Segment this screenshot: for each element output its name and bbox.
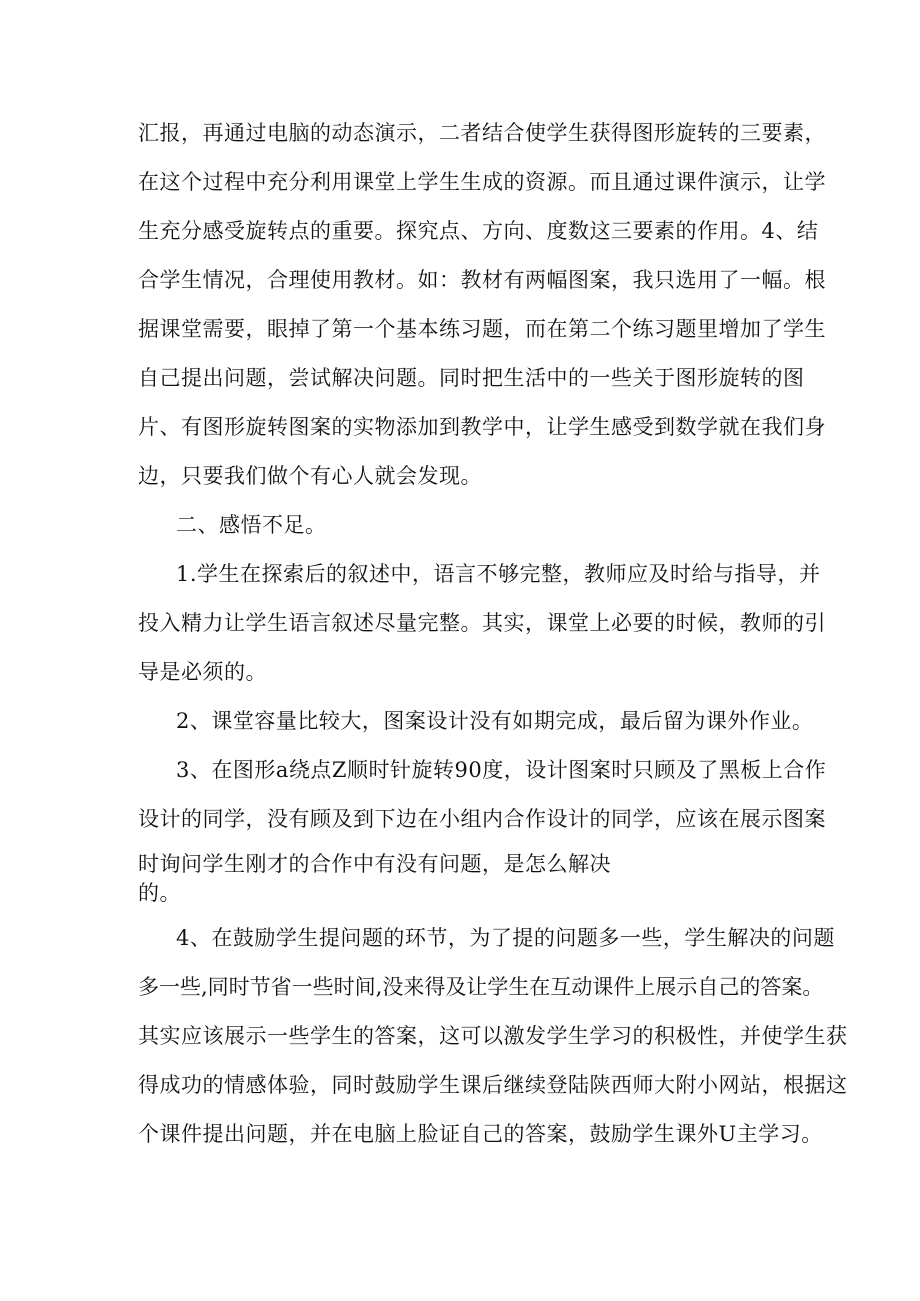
text-line: 生充分感受旋转点的重要。探究点、方向、度数这三要素的作用。4、结 [138,219,819,243]
text-line: 4、在鼓励学生提问题的环节，为了提的问题多一些，学生解决的问题 [176,926,835,950]
text-line: 个课件提出问题，并在电脑上脸证自己的答案，鼓励学生课外U主学习。 [138,1122,823,1146]
text-line: 时询问学生刚才的合作中有没有问题，是怎么解决 [138,852,611,876]
text-line: 边，只要我们做个有心人就会发现。 [138,464,482,488]
text-line: 的。 [138,881,181,905]
text-line: 自己提出问题，尝试解决问题。同时把生活中的一些关于图形旋转的图 [138,366,805,390]
text-line: 投入精力让学生语言叙述尽量完整。其实，课堂上必要的时候，教师的引 [138,611,826,635]
text-line: 多一些,同时节省一些时间,没来得及让学生在互动课件上展示自己的答案。 [138,975,824,999]
text-line: 其实应该展示一些学生的答案，这可以激发学生学习的积极性，并使学生获 [138,1024,848,1048]
section-heading: 二、感悟不足。 [176,513,327,537]
text-line: 合学生情况，合理使用教材。如：教材有两幅图案，我只选用了一幅。根 [138,268,826,292]
text-line: 得成功的情感体验，同时鼓励学生课后继续登陆陕西师大附小网站，根据这 [138,1073,848,1097]
text-line: 设计的同学，没有顾及到下边在小组内合作设计的同学，应该在展示图案 [138,807,826,831]
text-line: 在这个过程中充分利用课堂上学生生成的资源。而且通过课件演示，让学 [138,170,826,194]
text-line: 2、课堂容量比较大，图案设计没有如期完成，最后留为课外作业。 [176,709,814,733]
text-line: 1.学生在探索后的叙述中，语言不够完整，教师应及时给与指导，并 [176,562,821,586]
text-line: 汇报，再通过电脑的动态演示，二者结合使学生获得图形旋转的三要素， [138,121,826,145]
text-line: 片、有图形旋转图案的实物添加到教学中，让学生感受到数学就在我们身 [138,415,826,439]
text-line: 3、在图形a绕点Z顺时针旋转90度，设计图案时只顾及了黑板上合作 [176,758,827,782]
text-line: 导是必须的。 [138,660,267,684]
text-line: 据课堂需要，眼掉了第一个基本练习题，而在第二个练习题里增加了学生 [138,317,826,341]
